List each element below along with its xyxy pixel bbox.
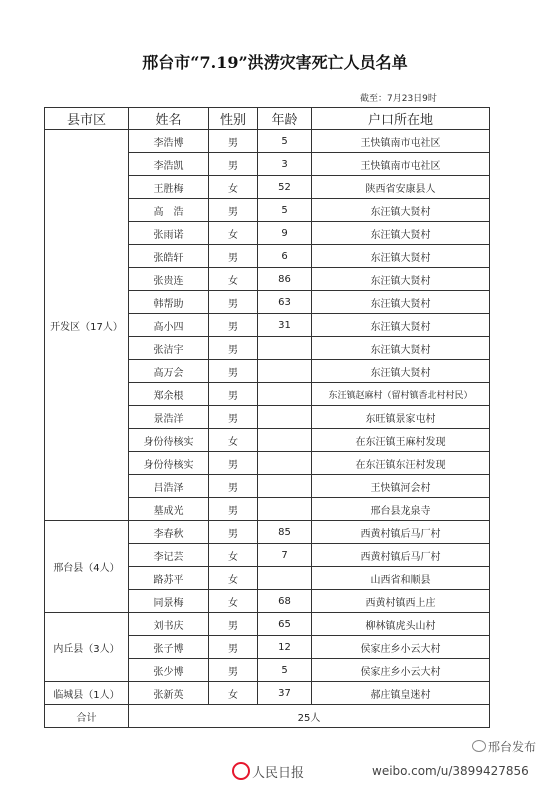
table-row xyxy=(45,613,490,636)
address-cell: 王快镇河会村 xyxy=(312,475,490,498)
age-cell: 7 xyxy=(258,544,312,567)
gender-cell: 女 xyxy=(209,567,258,590)
age-cell: 86 xyxy=(258,268,312,291)
weibo-watermark xyxy=(472,738,536,755)
weibo-logo-icon xyxy=(232,762,250,780)
gender-cell: 男 xyxy=(209,245,258,268)
watermark-text: 邢台发布 xyxy=(488,740,537,754)
address-cell: 东汪镇赵麻村（留村镇香北村村民） xyxy=(312,383,490,406)
name-cell: 景浩洋 xyxy=(129,406,209,429)
gender-cell: 女 xyxy=(209,176,258,199)
district-cell: 临城县（1人） xyxy=(45,682,129,705)
age-cell xyxy=(258,567,312,590)
name-cell: 同景梅 xyxy=(129,590,209,613)
address-cell: 西黄村镇后马厂村 xyxy=(312,544,490,567)
address-cell: 侯家庄乡小云大村 xyxy=(312,659,490,682)
source-credit xyxy=(232,762,304,781)
address-cell: 东汪镇大贤村 xyxy=(312,245,490,268)
age-cell xyxy=(258,406,312,429)
weibo-icon xyxy=(472,740,486,752)
age-cell: 31 xyxy=(258,314,312,337)
name-cell: 高 浩 xyxy=(129,199,209,222)
gender-cell: 男 xyxy=(209,383,258,406)
gender-cell: 男 xyxy=(209,153,258,176)
address-cell: 陕西省安康县人 xyxy=(312,176,490,199)
age-cell xyxy=(258,383,312,406)
gender-cell: 男 xyxy=(209,199,258,222)
name-cell: 李记芸 xyxy=(129,544,209,567)
name-cell: 刘书庆 xyxy=(129,613,209,636)
address-cell: 在东汪镇东汪村发现 xyxy=(312,452,490,475)
age-cell: 12 xyxy=(258,636,312,659)
table-row xyxy=(45,130,490,153)
gender-cell: 男 xyxy=(209,406,258,429)
gender-cell: 男 xyxy=(209,475,258,498)
table-body xyxy=(45,130,490,728)
gender-cell: 男 xyxy=(209,452,258,475)
name-cell: 韩帮助 xyxy=(129,291,209,314)
address-cell: 东汪镇大贤村 xyxy=(312,314,490,337)
gender-cell: 男 xyxy=(209,613,258,636)
name-cell: 路苏平 xyxy=(129,567,209,590)
gender-cell: 男 xyxy=(209,360,258,383)
name-cell: 张贵连 xyxy=(129,268,209,291)
header-district: 县市区 xyxy=(45,108,129,130)
age-cell xyxy=(258,498,312,521)
age-cell: 5 xyxy=(258,659,312,682)
address-cell: 王快镇南市屯社区 xyxy=(312,130,490,153)
age-cell xyxy=(258,337,312,360)
name-cell: 张皓轩 xyxy=(129,245,209,268)
name-cell: 王胜梅 xyxy=(129,176,209,199)
district-cell: 邢台县（4人） xyxy=(45,521,129,613)
gender-cell: 男 xyxy=(209,291,258,314)
total-value: 25人 xyxy=(129,705,490,728)
age-cell: 85 xyxy=(258,521,312,544)
name-cell: 身份待核实 xyxy=(129,429,209,452)
address-cell: 东汪镇大贤村 xyxy=(312,337,490,360)
age-cell: 3 xyxy=(258,153,312,176)
address-cell: 东汪镇大贤村 xyxy=(312,291,490,314)
gender-cell: 女 xyxy=(209,682,258,705)
age-cell: 5 xyxy=(258,199,312,222)
age-cell xyxy=(258,360,312,383)
address-cell: 柳林镇虎头山村 xyxy=(312,613,490,636)
address-cell: 西黄村镇后马厂村 xyxy=(312,521,490,544)
name-cell: 吕浩泽 xyxy=(129,475,209,498)
age-cell: 6 xyxy=(258,245,312,268)
address-cell: 东汪镇大贤村 xyxy=(312,199,490,222)
table-row xyxy=(45,521,490,544)
victims-table xyxy=(44,107,490,728)
address-cell: 郝庄镇皇迷村 xyxy=(312,682,490,705)
gender-cell: 男 xyxy=(209,337,258,360)
age-cell xyxy=(258,452,312,475)
gender-cell: 男 xyxy=(209,314,258,337)
name-cell: 李浩博 xyxy=(129,130,209,153)
name-cell: 张少博 xyxy=(129,659,209,682)
gender-cell: 男 xyxy=(209,659,258,682)
table-row xyxy=(45,682,490,705)
age-cell: 5 xyxy=(258,130,312,153)
name-cell: 张洁宇 xyxy=(129,337,209,360)
name-cell: 身份待核实 xyxy=(129,452,209,475)
header-age: 年龄 xyxy=(258,108,312,130)
weibo-url: weibo.com/u/3899427856 xyxy=(372,764,529,778)
name-cell: 高万会 xyxy=(129,360,209,383)
gender-cell: 女 xyxy=(209,544,258,567)
document-title: 邢台市“7.19”洪涝灾害死亡人员名单 xyxy=(142,53,408,72)
name-cell: 张新英 xyxy=(129,682,209,705)
gender-cell: 男 xyxy=(209,636,258,659)
age-cell xyxy=(258,475,312,498)
timestamp-note: 截至：7月23日9时 xyxy=(360,94,437,104)
age-cell xyxy=(258,429,312,452)
address-cell: 侯家庄乡小云大村 xyxy=(312,636,490,659)
address-cell: 东汪镇大贤村 xyxy=(312,268,490,291)
name-cell: 高小四 xyxy=(129,314,209,337)
age-cell: 9 xyxy=(258,222,312,245)
gender-cell: 男 xyxy=(209,130,258,153)
address-cell: 东汪镇大贤村 xyxy=(312,360,490,383)
gender-cell: 女 xyxy=(209,429,258,452)
total-row xyxy=(45,705,490,728)
address-cell: 山西省和顺县 xyxy=(312,567,490,590)
name-cell: 李浩凯 xyxy=(129,153,209,176)
source-name: 人民日报 xyxy=(252,766,305,781)
header-address: 户口所在地 xyxy=(312,108,490,130)
name-cell: 李春秋 xyxy=(129,521,209,544)
district-cell: 内丘县（3人） xyxy=(45,613,129,682)
age-cell: 65 xyxy=(258,613,312,636)
address-cell: 在东汪镇王麻村发现 xyxy=(312,429,490,452)
address-cell: 王快镇南市屯社区 xyxy=(312,153,490,176)
name-cell: 张雨诺 xyxy=(129,222,209,245)
table-header-row xyxy=(45,108,490,130)
gender-cell: 女 xyxy=(209,222,258,245)
address-cell: 东汪镇大贤村 xyxy=(312,222,490,245)
address-cell: 西黄村镇西上庄 xyxy=(312,590,490,613)
address-cell: 东旺镇景家屯村 xyxy=(312,406,490,429)
gender-cell: 男 xyxy=(209,498,258,521)
age-cell: 63 xyxy=(258,291,312,314)
header-name: 姓名 xyxy=(129,108,209,130)
gender-cell: 男 xyxy=(209,521,258,544)
total-label: 合计 xyxy=(45,705,129,728)
name-cell: 郑余根 xyxy=(129,383,209,406)
age-cell: 37 xyxy=(258,682,312,705)
age-cell: 52 xyxy=(258,176,312,199)
name-cell: 张子博 xyxy=(129,636,209,659)
footer xyxy=(0,756,550,786)
district-cell: 开发区（17人） xyxy=(45,130,129,521)
address-cell: 邢台县龙泉寺 xyxy=(312,498,490,521)
name-cell: 墓成光 xyxy=(129,498,209,521)
header-gender: 性别 xyxy=(209,108,258,130)
age-cell: 68 xyxy=(258,590,312,613)
gender-cell: 女 xyxy=(209,590,258,613)
gender-cell: 女 xyxy=(209,268,258,291)
